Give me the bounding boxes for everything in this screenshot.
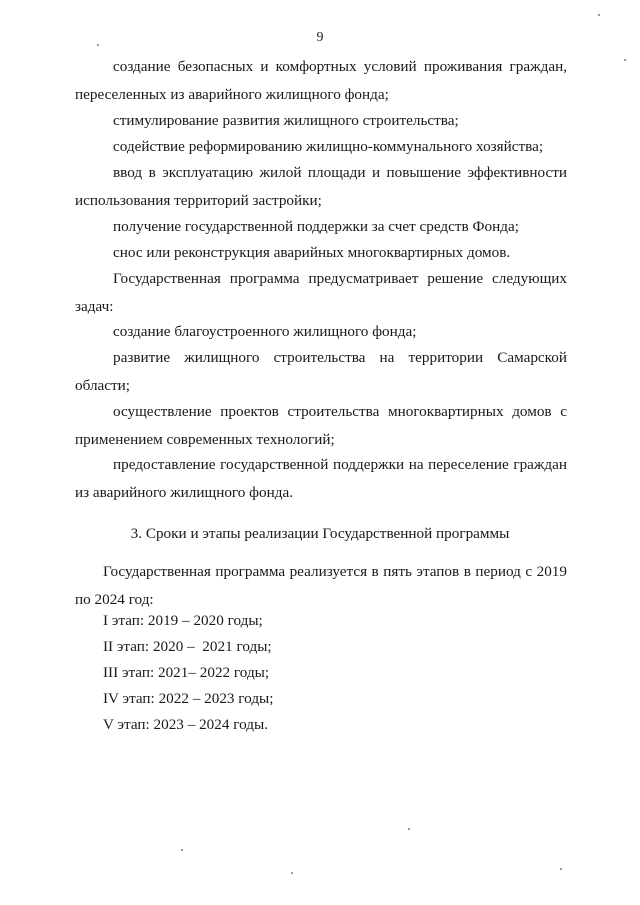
list-item-fund-support: получение государственной поддержки за счет средств Фонда; [113,218,519,235]
scan-speck [598,14,600,16]
page-number: 9 [316,30,324,45]
list-item-reform: содействие реформированию жилищно-коммунального хозяйства; [113,138,544,155]
section-heading: 3. Сроки и этапы реализации Государственной программы [130,525,510,542]
task-item-projects: осуществление проектов строительства многоквартирных домов с применением современных технологий; [75,403,567,448]
task-item-development: развитие жилищного строительства на территории Самарской области; [75,349,567,394]
section-intro: Государственная программа реализуется в пять этапов в период с 2019 по 2024 год: [75,563,567,608]
task-item-resettlement: предоставление государственной поддержки на переселение граждан из аварийного жилищного фонда. [75,456,567,501]
scan-speck [181,849,183,851]
scan-speck [97,44,99,46]
list-item-stimulation: стимулирование развития жилищного строительства; [113,112,459,129]
scan-speck [624,59,626,61]
list-item-demolition: снос или реконструкция аварийных многоквартирных домов. [113,244,511,261]
list-item-safe-conditions: создание безопасных и комфортных условий проживания граждан, переселенных из аварийного жилищного фонда; [75,58,567,103]
task-item-housing-fund: создание благоустроенного жилищного фонда; [113,323,417,340]
stage-item-1: I этап: 2019 – 2020 годы; [103,612,263,629]
tasks-intro: Государственная программа предусматривает решение следующих задач: [75,270,567,315]
scan-speck [408,828,410,830]
scan-speck [560,868,562,870]
list-item-commissioning: ввод в эксплуатацию жилой площади и повышение эффективности использования территорий застройки; [75,164,567,209]
stage-item-5: V этап: 2023 – 2024 годы. [103,716,268,733]
scan-speck [291,872,293,874]
stage-item-3: III этап: 2021– 2022 годы; [103,664,270,681]
stage-item-2: II этап: 2020 – 2021 годы; [103,638,272,655]
stage-item-4: IV этап: 2022 – 2023 годы; [103,690,274,707]
